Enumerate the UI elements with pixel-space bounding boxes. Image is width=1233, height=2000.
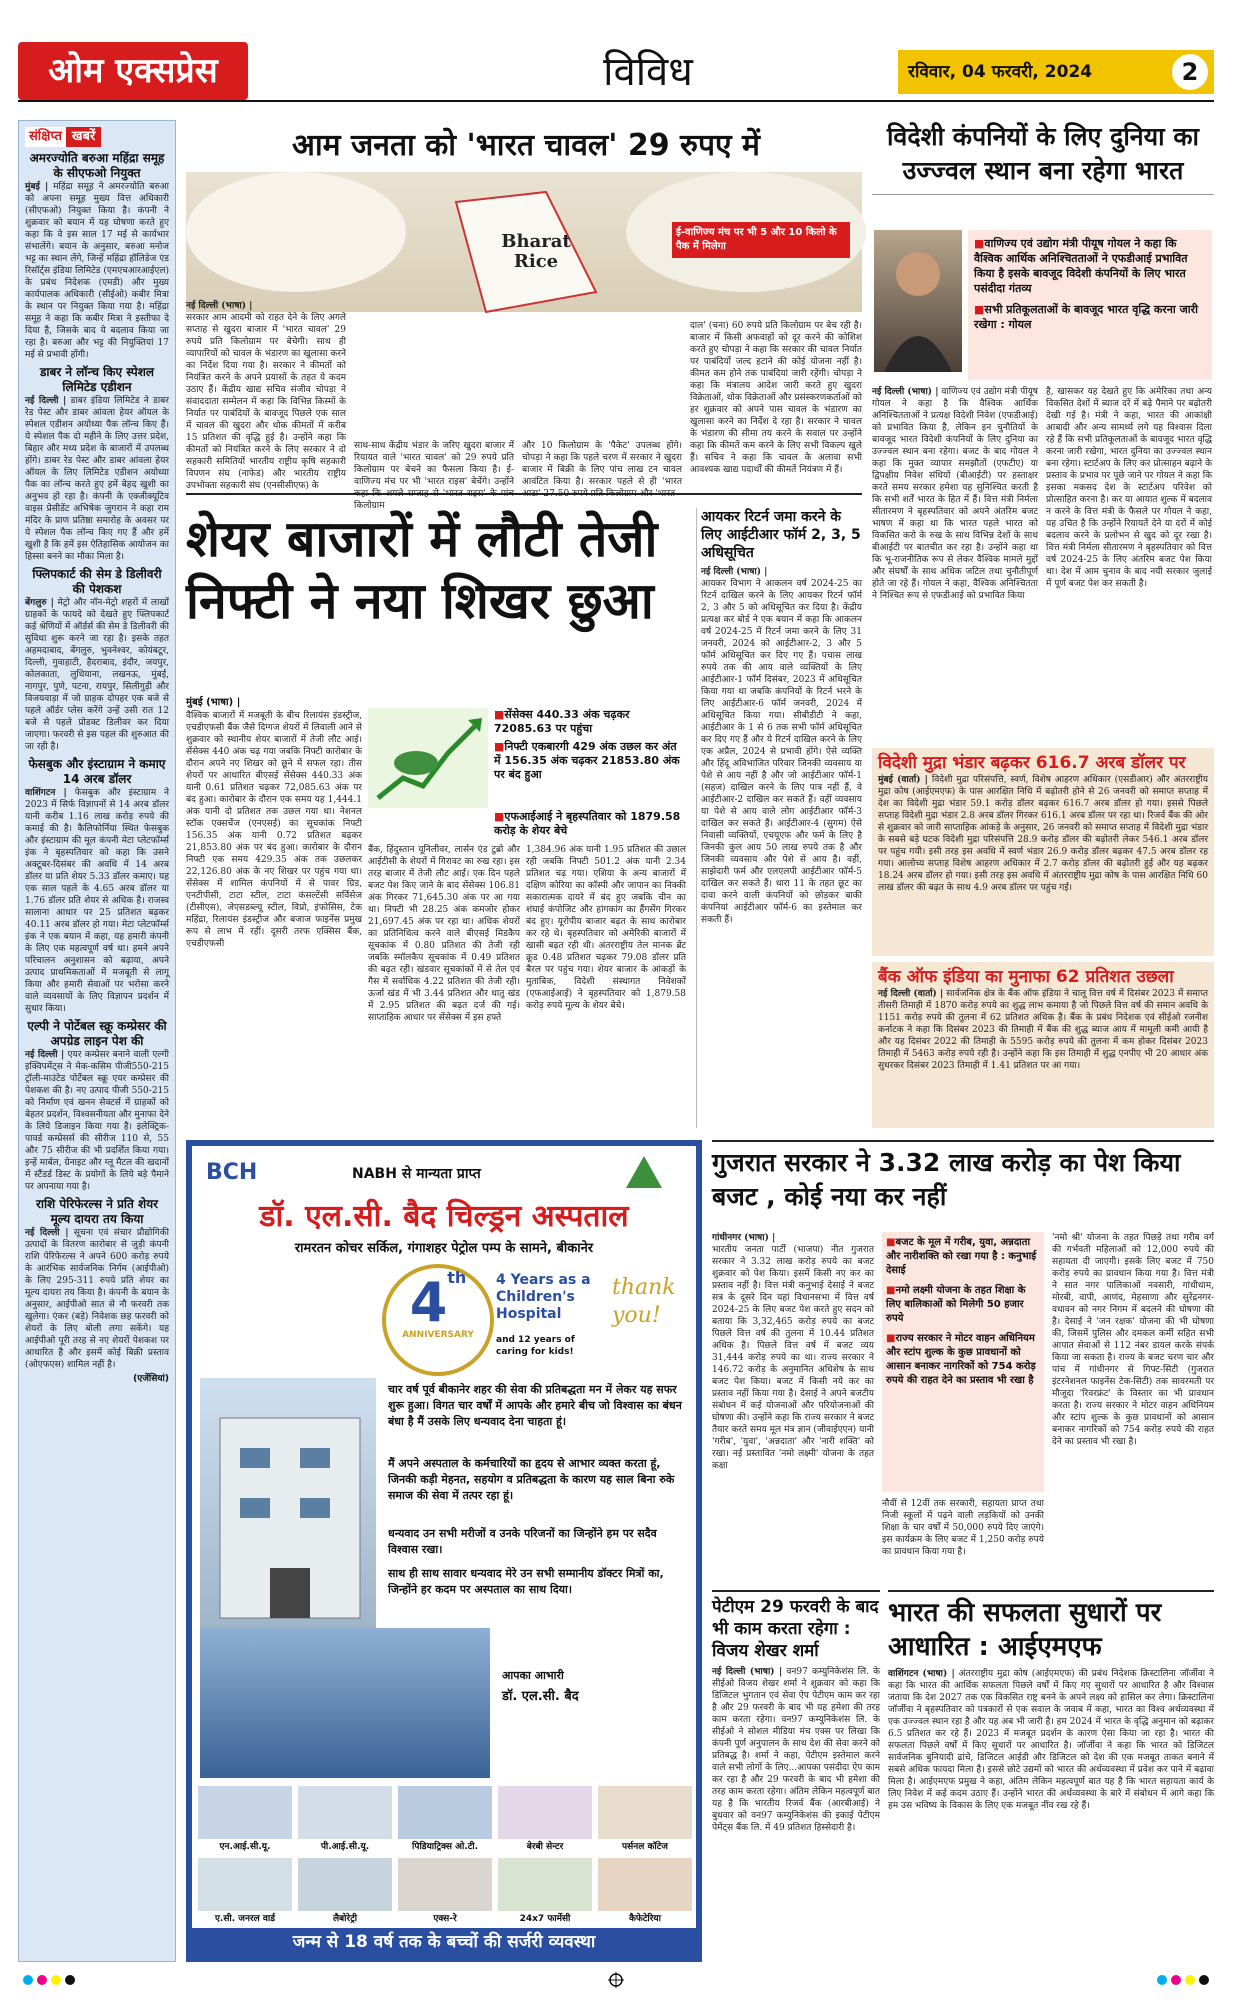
ad-thank-you: thank you!	[612, 1275, 676, 1328]
share-col3: 1,384.96 अंक यानी 1.95 प्रतिशत की उछाल रही जबकि निफ्टी 501.2 अंक यानी 2.34 प्रतिशत चढ़ गया। एशिया के अन्य बाजारों में दक्षिण कोरिया का कॉस्पी और जापान का निक्की सकारात्मक दायरे में बंद हुए जबकि चीन का शंघाई कंपोजिट और हांगकांग का हैंगसेंग गिरकर बंद हुए। यूरोपीय बाजार बढ़त के साथ कारोबार कर रहे थे। बृहस्पतिवार को अमेरिकी बाजारों में खासी बढ़त रही थी। अंतरराष्ट्रीय तेल मानक ब्रेंट क्रूड 0.48 प्रतिशत चढ़कर 79.08 डॉलर प्रति बैरल पर पहुंच गया। शेयर बाजार के आंकड़ों के मुताबिक, विदेशी संस्थागत निवेशकों (एफआईआई) ने बृहस्पतिवार को 1,879.58 करोड़ रुपये मूल्य के शेयर बेचे।	[526, 845, 686, 1011]
hospital-address: रामरतन कोचर सर्किल, गंगाशहर पेट्रोल पम्प के सामने, बीकानेर	[294, 1241, 594, 1256]
rice-redbox: ई-वाणिज्य मंच पर भी 5 और 10 किलो के पैक में मिलेगा	[672, 222, 850, 258]
brief-credit: (एजेंसियां)	[133, 1374, 169, 1384]
facility-tile	[198, 1786, 292, 1852]
gujarat-col2: नौवीं से 12वीं तक सरकारी, सहायता प्राप्त तथा निजी स्कूलों में पढ़ने वाली लड़कियों को उनकी शिक्षा के चार वर्षों में 50,000 रुपये दिए जाएंगे। इस कार्यक्रम के लिए बजट में 1,250 करोड़ रुपये का प्रावधान किया गया है।	[882, 1499, 1044, 1557]
nabh-badge-icon	[626, 1156, 662, 1188]
facility-tile	[398, 1786, 492, 1852]
news-brief-sidebar	[18, 120, 176, 1962]
ad-tagline-bold: 4 Years as a Children's Hospital	[496, 1272, 591, 1322]
brief-item	[19, 1019, 175, 1197]
foreign-bullet2: ■ सभी प्रतिकूलताओं के बावजूद भारत वृद्धि करना जारी रखेगा : गोयल	[974, 302, 1206, 332]
itr-text	[701, 566, 862, 1106]
facility-label: ए.सी. जनरल वार्ड	[198, 1911, 292, 1924]
paper-name-block	[18, 42, 248, 100]
boi-body: सार्वजनिक क्षेत्र के बैंक ऑफ इंडिया ने चालू वित्त वर्ष में दिसंबर 2023 में समाप्त तीसरी तिमाही में 1870 करोड़ रुपये का शुद्ध लाभ कमाया है जो पिछले वित्त वर्ष की समान अवधि के 1151 करोड़ रुपये की तुलना में 62 प्रतिशत अधिक है। बैंक के प्रबंध निदेशक एवं सीईओ रजनीश कर्नाटक ने कहा कि दिसंबर 2023 की तिमाही में बैंक की शुद्ध ब्याज आय में मामूली कमी आयी है और यह दिसंबर 2022 की तिमाही के 5595 करोड़ रुपये की तुलना में कम होकर दिसंबर 2023 तिमाही में 5463 करोड़ रुपये रही है। उन्होंने कहा कि इस तिमाही में शुद्ध एनपीए भी 20 आधार अंक सुधरकर दिसंबर 2023 तिमाही में 1.41 प्रतिशत पर आ गया।	[878, 989, 1208, 1071]
share-bullet: ■ निफ्टी एकबारगी 429 अंक उछल कर अंत में 156.35 अंक चढ़कर 21853.80 अंक पर बंद हुआ	[494, 740, 686, 782]
brief-title: राशि पेरिफेरल्स ने प्रति शेयर मूल्य दायरा तय किया	[35, 1197, 159, 1226]
person-icon	[874, 230, 962, 372]
share-headline-line1: शेयर बाजारों में लौटी तेजी	[186, 510, 658, 568]
imf-story	[888, 1590, 1214, 1962]
imf-text	[888, 1668, 1214, 1948]
facility-label: कैफेटेरिया	[598, 1911, 692, 1924]
bull-chart-image	[368, 708, 488, 808]
share-col2: बैंक, हिंदुस्तान यूनिलीवर, लार्सन एंड टुब्रो और आईटीसी के शेयरों में गिरावट का रुख रहा। इस तरह बाजार में तेजी लौट आई। एक दिन पहले बजट पेश किए जाने के बाद सेंसेक्स 106.81 अंक गिरकर 71,645.30 अंक पर आ गया था। निफ्टी भी 28.25 अंक कमजोर होकर 21,697.45 अंक पर रहा था। अधिक शेयरों का प्रतिनिधित्व करने वाले बीएसई मिडकैप सूचकांक में 0.80 प्रतिशत की तेजी रही जबकि स्मॉलकैप सूचकांक में 0.49 प्रतिशत की बढ़त रही। खंडवार सूचकांकों में से तेल एवं गैस में सर्वाधिक 4.22 प्रतिशत की तेजी रही। ऊर्जा खंड में भी 3.44 प्रतिशत और धातु खंड में 2.95 प्रतिशत की बढ़त दर्ज की गई। साप्ताहिक आधार पर सेंसेक्स में इस हफ्ते	[368, 845, 520, 1023]
brief-title: फ्लिपकार्ट की सेम डे डिलीवरी की पेशकश	[32, 567, 162, 596]
gujarat-col1-text: भारतीय जनता पार्टी (भाजपा) नीत गुजरात सरकार ने 3.32 लाख करोड़ रुपये का बजट शुक्रवार को पेश किया। इसमें किसी नए कर का प्रस्ताव नहीं है। वित्त मंत्री कनुभाई देसाई ने बजट सत्र के दूसरे दिन यहां विधानसभा में वित्त वर्ष 2024-25 के लिए बजट पेश करते हुए सदन को बताया कि 3,32,465 करोड़ रुपये का बजट पिछले वित्त वर्ष की तुलना में 10.44 प्रतिशत अधिक है। पिछले वित्त वर्ष में बजट व्यय 31,444 करोड़ रुपये का था। राज्य सरकार ने 146.72 करोड़ के अनुमानित अधिशेष के साथ बजट पेश किया। बजट में किसी नये कर का प्रस्ताव नहीं किया गया है। देसाई ने अपने बजटीय संबोधन में कई योजनाओं और परियोजनाओं की घोषणा की। उन्होंने कहा कि राज्य सरकार ने बजट तैयार करते समय मूल मंत्र ज्ञान (जीवाईएएन) यानी 'गरीब', 'युवा', 'अन्नदाता' और 'नारी शक्ति' को रखा। नई प्रस्तावित 'नमो लक्ष्मी' योजना के तहत कक्षा	[712, 1245, 874, 1471]
imf-body: अंतरराष्ट्रीय मुद्रा कोष (आईएमएफ) की प्रबंध निदेशक क्रिस्टालिना जॉर्जीवा ने कहा कि भारत की आर्थिक सफलता पिछले वर्षों में किए गए सुधारों पर आधारित है और विश्वास जताया कि देश 2027 तक एक विकसित राष्ट्र बनने के अपने लक्ष्य को हासिल कर लेगा। क्रिस्टालिना जॉर्जीवा ने बृहस्पतिवार को पत्रकारों से एक सवाल के जवाब में कहा, भारत का विश्व अर्थव्यवस्था में एक उज्ज्वल स्थान रहा है और यह अब भी जारी है। हम 2024 में भारत के वृद्धि अनुमान को बढ़ाकर 6.5 प्रतिशत कर रहे हैं। 2023 में मजबूत प्रदर्शन के कारण ऐसा किया जा रहा है। भारत की सफलता पिछले वर्षों में किए सुधारों पर आधारित है। जॉर्जीवा ने कहा कि भारत को डिजिटल सार्वजनिक बुनियादी ढांचे, डिजिटल आईडी और डिजिटल को देश की एक मजबूत ताकत बनाने में सबसे अधिक फायदा मिला है। इससे छोटे उद्यमों को भारत की अर्थव्यवस्था में प्रवेश कर पाने में बढ़ावा मिला है। आईएमएफ प्रमुख ने कहा, अंतिम लेकिन महत्वपूर्ण बात यह है कि भारत सहायता कार्य के लिए निवेश में कई कदम उठाए हैं। उन्होंने भारत की अर्थव्यवस्था के बारे में संबोधन में आगे कहा कि हम उस भविष्य के विकास के लिए एक मजबूत नींव रख रहे हैं।	[888, 1669, 1214, 1811]
bull-icon	[368, 708, 488, 808]
facility-label: एक्स-रे	[398, 1911, 492, 1924]
facility-tile	[498, 1858, 592, 1924]
forex-body: विदेशी मुद्रा परिसंपत्ति, स्वर्ण, विशेष आहरण अधिकार (एसडीआर) और अंतरराष्ट्रीय मुद्रा कोष (आईएमएफ) के पास आरक्षित निधि में बढ़ोतरी होने से 26 जनवरी को समाप्त सप्ताह में देश का विदेशी मुद्रा भंडार 59.1 करोड़ डॉलर बढ़कर 616.7 अरब डॉलर हो गया। इससे पिछले सप्ताह विदेशी मुद्रा भंडार 2.8 अरब डॉलर गिरकर 616.1 अरब डॉलर पर रहा था। रिजर्व बैंक की ओर से शुक्रवार को जारी साप्ताहिक आंकड़े के अनुसार, 26 जनवरी को समाप्त सप्ताह में विदेशी मुद्रा भंडार के सबसे बड़े घटक विदेशी मुद्रा परिसंपत्ति 28.9 करोड़ डॉलर की बढ़ोतरी लेकर 546.1 अरब डॉलर पर पहुंच गयी। इसी तरह इस अवधि में स्वर्ण भंडार 26.9 करोड़ डॉलर बढ़कर 47.5 अरब डॉलर रह गया। आलोच्य सप्ताह विशेष आहरण अधिकार में 2.7 करोड़ डॉलर की बढ़ोतरी हुई और यह बढ़कर 18.24 अरब डॉलर हो गया। इसी तरह इस अवधि में अंतरराष्ट्रीय मुद्रा कोष के पास आरक्षित निधि 60 लाख डॉलर की बढ़त के साथ 4.9 अरब डॉलर पर पहुंच गई।	[878, 775, 1208, 893]
facility-tile	[598, 1858, 692, 1924]
ad-footer-band	[192, 1928, 696, 1956]
itr-body: आयकर विभाग ने आकलन वर्ष 2024-25 का रिटर्न दाखिल करने के लिए आयकर रिटर्न फॉर्म 2, 3 और 5 को अधिसूचित कर दिया है। केंद्रीय प्रत्यक्ष कर बोर्ड ने एक बयान में कहा कि आकलन वर्ष 2024-25 में रिटर्न जमा करने के लिए 31 जनवरी, 2024 को आईटीआर-2, 3 और 5 फॉर्म अधिसूचित कर दिए गए हैं। पचास लाख रुपये तक की आय वाले व्यक्तियों के लिए आईटीआर-1 फॉर्म दिसंबर, 2023 में अधिसूचित किया गया था जबकि कंपनियों के रिटर्न भरने के लिए आईटीआर-6 फॉर्म जनवरी, 2024 में अधिसूचित किया गया। सीबीडीटी ने कहा, आईटीआर के 1 से 6 तक सभी फॉर्म अधिसूचित कर दिए गए हैं और ये रिटर्न दाखिल करने के लिए एक अप्रैल, 2024 से प्रभावी होंगे। ऐसे व्यक्ति और हिंदू अविभाजित परिवार जिनकी व्यवसाय या पेशे से आय नहीं है और जो आईटीआर फॉर्म-1 (सहज) दाखिल करने के लिए पात्र नहीं हैं, वे आईटीआर-2 दाखिल कर सकते हैं। वहीं व्यवसाय या पेशे से आय वाले लोग आईटीआर फॉर्म-3 दाखिल कर सकते हैं। आईटीआर-4 (सुगम) ऐसे निवासी व्यक्तियों, एचयूएफ और फर्म के लिए है जिनकी कुल आय 50 लाख रुपये तक है और जिनकी व्यवसाय और पेशे से आय है। वहीं, साझेदारी फर्म और एलएलपी आईटीआर फॉर्म-5 दाखिल कर सकते हैं। धारा 11 के तहत छूट का दावा करने वाली कंपनियों को छोड़कर बाकी कंपनियां आईटीआर फॉर्म-6 का इस्तेमाल कर सकती हैं।	[701, 579, 862, 925]
foreign-col1-text: वाणिज्य एवं उद्योग मंत्री पीयूष गोयल ने कहा है कि वैश्विक आर्थिक अनिश्चितताओं ने प्रत्यक्ष विदेशी निवेश (एफडीआई) को प्रभावित किया है, लेकिन इन चुनौतियों के बावजूद भारत विदेशी कंपनियों के लिए दुनिया का उज्ज्वल स्थान बना रहेगा। बजट के बाद गोयल ने कहा कि मुक्त व्यापार समझौतों (एफटीए) या द्विपक्षीय निवेश संधियों (बीआईटी) पर हस्ताक्षर करते समय सरकार हमेशा यह सुनिश्चित करती है कि सभी शर्तें भारत के हित में हैं। वित्त मंत्री निर्मला सीतारमण ने बृहस्पतिवार को अपने अंतरिम बजट भाषण में कहा था कि भारत पहले भारत को विकसित करो के रुख के साथ विभिन्न देशों के साथ बीआईटी पर बातचीत कर रहा है। उन्होंने कहा था कि भू-राजनीतिक रूप से लेकर वैश्विक मामले मुद्दों और संघर्षों के साथ अधिक जटिल तथा चुनौतीपूर्ण होते जा रहे हैं। गोयल ने कहा, वैश्विक अनिश्चितता ने निश्चित रूप से एफडीआई को प्रभावित किया	[872, 387, 1038, 601]
brief-item	[19, 365, 175, 567]
ad-logo: BCH	[206, 1160, 258, 1185]
anniversary-suffix: th	[447, 1268, 467, 1287]
brief-body: एयर कम्प्रेसर बनाने वाली एल्गी इक्विपमेंट्स ने मेक-कसिम पीजी550-215 ट्रॉली-माउंटेड पोर्टेबल स्क्रू एयर कम्प्रेसर की पेशकश की है। नए उत्पाद पीजी 550-215 को निर्माण एवं खनन सेक्टर्स में ग्राहकों को बेहतर प्रदर्शन, विश्वसनीयता और मुनाफा देने के लिये डिजाइन किया गया है। इलेक्ट्रिक-पावर्ड कम्प्रेसर्स की सीरीज 110 से, 55 और 75 सीरीज की भी प्रदर्शित किया गया। इन्हें मार्बल, ग्रेनाइट और ग्लू मैटल की खदानों में स्टैंडर्ड डिस्ट के प्रयोगों के लिये बड़े पैमाने पर अपनाया गया है।	[25, 1050, 169, 1192]
rice-col1-text: सरकार आम आदमी को राहत देने के लिए अगले सप्ताह से खुदरा बाजार में 'भारत चावल' 29 रुपये प्रति किलोग्राम पर बेचेगी। साथ ही व्यापारियों को चावल के भंडारण का खुलासा करने का निर्देश दिया गया है। सरकार ने कीमतों को नियंत्रित करने के अपने प्रयासों के तहत ये कदम उठाए हैं। केंद्रीय खाद्य सचिव संजीव चोपड़ा ने संवाददाता सम्मेलन में कहा कि विभिन्न किस्मों के निर्यात पर पाबंदियों के बावजूद पिछले एक साल में चावल की खुदरा और थोक कीमतों में करीब 15 प्रतिशत की वृद्धि हुई है। उन्होंने कहा कि कीमतों को नियंत्रित करने के लिए सरकार ने दो सहकारी समितियों भारतीय राष्ट्रीय कृषि सहकारी विपणन संघ (नाफेड) और भारतीय राष्ट्रीय उपभोक्ता सहकारी संघ (एनसीसीएफ) के	[186, 313, 346, 491]
itr-story	[696, 508, 862, 1128]
gujarat-bullet: ■ नमो लक्ष्मी योजना के तहत शिक्षा के लिए बालिकाओं को मिलेगी 50 हजार रुपये	[886, 1284, 1040, 1326]
brief-text	[25, 1227, 169, 1371]
facility-label: बेरबी सेन्टर	[498, 1839, 592, 1852]
facility-grid	[198, 1786, 692, 1924]
forex-story	[872, 748, 1214, 956]
ad-tagline-small: and 12 years of caring for kids!	[496, 1335, 575, 1357]
brief-body: फेसबुक और इंस्टाग्राम ने 2023 में सिर्फ विज्ञापनों से 14 अरब डॉलर यानी करीब 1.16 लाख करोड़ रुपये की कमाई की है। कैलिफोर्निया स्थित फेसबुक और इंस्टाग्राम की मूल कंपनी मेटा प्लेटफॉर्म्स इंक ने बृहस्पतिवार को कहा कि उसने अक्टूबर-दिसंबर की अवधि में 14 अरब डॉलर या प्रति शेयर 5.33 डॉलर कमाए। यह एक साल पहले के 4.65 अरब डॉलर या 1.76 डॉलर प्रति शेयर से अधिक है। राजस्व सालाना आधार पर 25 प्रतिशत बढ़कर 40.11 अरब डॉलर हो गया। मेटा प्लेटफॉर्म्स इंक ने एक बयान में कहा, यह हमारी कंपनी के लिए एक महत्वपूर्ण वर्ष था। हमने अपने परिचालन अनुशासन को बढ़ाया, अपने उत्पाद प्राथमिकताओं में मजबूती से लागू किया और हमारी सेवाओं पर भरोसा करने वाले व्यवसायों के लिए विज्ञापन प्रदर्शन में सुधार किया।	[25, 788, 169, 1014]
foreign-dateline: नई दिल्ली (भाषा) |	[872, 387, 939, 397]
gujarat-headline: गुजरात सरकार ने 3.32 लाख करोड़ का पेश किया बजट , कोई नया कर नहीं	[712, 1148, 1181, 1211]
paytm-headline: पेटीएम 29 फरवरी के बाद भी काम करता रहेगा : विजय शेखर शर्मा	[712, 1597, 879, 1661]
brief-text	[25, 787, 169, 1015]
forex-text	[878, 774, 1208, 946]
date-bar	[898, 50, 1214, 94]
gujarat-dateline: गांधीनगर (भाषा) |	[712, 1233, 776, 1243]
itr-dateline: नई दिल्ली (भाषा) |	[701, 567, 768, 577]
ad-message-4: साथ ही साथ सावार धन्यवाद मेरे उन सभी सम्मानीय डॉक्टर मित्रों का, जिन्होंने हर कदम पर अस्पताल का साथ दिया।	[388, 1567, 664, 1596]
share-bullet: ■ एफआईआई ने बृहस्पतिवार को 1879.58 करोड़ के शेयर बेचे	[494, 810, 686, 838]
gujarat-bullet: ■ राज्य सरकार ने मोटर वाहन अधिनियम और स्टांप शुल्क के कुछ प्रावधानों को आसान बनाकर नागरिकों को 754 करोड़ रुपये की राहत देने का प्रस्ताव भी रखा है	[886, 1332, 1040, 1388]
brief-body: डाबर इंडिया लिमिटेड ने डाबर रेड पेस्ट और डाबर आंवला हेयर ऑयल के स्पेशल एडीशन अयोध्या पैक लॉन्च किए हैं। ये स्पेशल पैक दो महीने के लिए उत्तर प्रदेश, बिहार और मध्य प्रदेश के बाजारों में उपलब्ध होंगे। डाबर रेड पेस्ट और डाबर आंवला हेयर ऑयल के लिए लिमिटेड एडीशन अयोध्या पैक का लॉन्च करते हुए हमें बेहद खुशी का अनुभव हो रहा है। कंपनी के एक्जीक्यूटिव वाइस प्रेसीडेंट अभिषेक जुगरान ने कहा राम मंदिर के प्राण प्रतिष्ठा समारोह के अवसर पर ये स्पेशल पैक लॉन्च किए गए हैं और हमें खुशी है कि हमें इस ऐतिहासिक आयोजन का हिस्सा बनने का मौका मिला है।	[25, 396, 169, 562]
anniversary-word: ANNIVERSARY	[402, 1330, 474, 1340]
facility-tile	[298, 1858, 392, 1924]
ad-sign-line2: डॉ. एल.सी. बैद	[502, 1689, 579, 1704]
print-registration-marks	[18, 1972, 1214, 1988]
brief-dateline: वाशिंगटन |	[25, 788, 67, 798]
gujarat-col3: 'नमो श्री' योजना के तहत पिछड़े तथा गरीब वर्ग की गर्भवती महिलाओं को 12,000 रुपये की सहायता दी जाएगी। इसके लिए बजट में 750 करोड़ रुपये का प्रावधान किया गया है। वित्त मंत्री ने सात नगर पालिकाओं नवसारी, गांधीधाम, मोरबी, वापी, आणंद, मेहसाणा और सुरेंद्रनगर-वधावन को नगर निगम में बदलने की घोषणा की है। देसाई ने 'जन रक्षक' योजना की भी घोषणा की, जिसमें पुलिस और दमकल कर्मी सहित सभी आपात सेवाओं से 112 नंबर डायल करके संपर्क किया जा सकता है। राज्य के बजट चरण चार और पांच में गांधीनगर से गिफ्ट-सिटी (गुजरात इंटरनेशनल फाइनेंस टेक-सिटी) तक सावरमती पर मौजूदा 'रिवरफ्रंट' के विस्तार का भी प्रावधान करता है। राज्य सरकार ने मोटर वाहन अधिनियम और स्टांप शुल्क के कुछ प्रावधानों को आसान बनाकर नागरिकों को 754 करोड़ रुपये की राहत देने का प्रस्ताव भी रखा है।	[1052, 1233, 1214, 1447]
gujarat-bullet: ■ बजट के मूल में गरीब, युवा, अन्नदाता और नारीशक्ति को रखा गया है : कनुभाई देसाई	[886, 1236, 1040, 1278]
facility-label: 24x7 फार्मेसी	[498, 1911, 592, 1924]
sidebar-header-a: संक्षिप्त	[25, 127, 66, 147]
brief-text	[25, 1049, 169, 1193]
gujarat-bullet-box	[882, 1232, 1044, 1492]
ad-sign-line1: आपका आभारी	[502, 1669, 564, 1682]
hospital-name: डॉ. एल.सी. बैद चिल्ड्रन अस्पताल	[259, 1199, 629, 1234]
boi-story	[872, 962, 1214, 1128]
anniversary-badge	[382, 1264, 494, 1376]
rice-col3: और 10 किलोग्राम के 'पैकेट' उपलब्ध होंगे। चोपड़ा ने कहा कि पहले चरण में सरकार ने खुदरा बाजार में बिक्री के लिए पांच लाख टन चावल आवंटित किया है। सरकार पहले से ही 'भारत आटा' 27.50 रुपये प्रति किलोग्राम और 'भारत	[522, 441, 682, 499]
brief-item	[19, 1197, 175, 1388]
rice-sack-label: Bharat Rice	[501, 231, 571, 272]
rice-col4: दाल' (चना) 60 रुपये प्रति किलोग्राम पर बेच रही है। बाजार में किसी अफवाहों को दूर करने की कोशिश करते हुए चोपड़ा ने कहा कि सरकार की चावल निर्यात पर पाबंदियों जल्द हटाने की कोई योजना नहीं है। कीमत कम होने तक पाबंदियां जारी रहेंगी। चोपड़ा ने कहा कि मंत्रालय आदेश जारी करते हुए खुदरा विक्रेताओं, थोक विक्रेताओं और प्रसंस्करणकर्ताओं को हर शुक्रवार को अपने पास चावल के भंडारण का खुलासा करने का निर्देश दे रहा है। सरकार ने चावल के भंडारण की सीमा तय करने के सवाल पर उन्होंने कहा कि कीमतें कम करने के लिए सभी विकल्प खुले हैं। सचिव ने कहा कि चावल के अलावा सभी आवश्यक खाद्य पदार्थों की कीमतें नियंत्रण में हैं।	[690, 321, 862, 475]
gujarat-story	[712, 1140, 1214, 1580]
brief-body: महिंद्रा समूह ने अमरज्योति बरुआ को अपना समूह मुख्य वित्त अधिकारी (सीएफओ) नियुक्त किया है। कंपनी ने शुक्रवार को बयान में यह घोषणा करते हुए कहा कि वे इस साल 17 मई से कार्यभार संभालेंगे। बयान के अनुसार, बरुआ मनोज भट्ट का स्थान लेंगे, जिन्हें महिंद्रा हॉलिडेज एंड रिसॉर्ट्स इंडिया लिमिटेड (एमएचआरआईएल) के प्रबंध निदेशक (एमडी) और मुख्य कार्यपालक अधिकारी (सीईओ) कबीर मित्रा के स्थान पर नियुक्त किया गया है। महिंद्रा समूह ने कहा कि कबीर मित्रा ने इस्तीफा दे दिया है, जिसके बाद ये बदलाव किया जा रहा है। बरुआ और भट्ट की नियुक्तियां 17 मई से प्रभावी होंगी।	[25, 182, 169, 360]
paytm-text	[712, 1666, 880, 1936]
building-icon	[200, 1378, 376, 1628]
minister-photo	[874, 230, 962, 372]
section-name: विविध	[603, 49, 693, 95]
foreign-story	[872, 120, 1214, 740]
rice-col1	[186, 300, 346, 490]
sidebar-header	[25, 125, 169, 145]
paper-name: ओम एक्सप्रेस	[48, 51, 218, 91]
foreign-bullet1: ■ वाणिज्य एवं उद्योग मंत्री पीयूष गोयल ने कहा कि वैश्विक आर्थिक अनिश्चितताओं ने एफडीआई प्रभावित किया है इसके बावजूद विदेशी कंपनियों के लिए भारत पसंदीदा गंतव्य	[974, 236, 1206, 296]
brief-text	[25, 597, 169, 753]
share-dateline: मुंबई (भाषा) |	[186, 697, 241, 708]
facility-tile	[198, 1858, 292, 1924]
facility-label: एन.आई.सी.यू.	[198, 1839, 292, 1852]
brief-item	[19, 151, 175, 365]
brief-title: अमरज्योति बरुआ महिंद्रा समूह के सीएफओ नियुक्त	[29, 151, 165, 180]
forex-headline: विदेशी मुद्रा भंडार बढ़कर 616.7 अरब डॉलर पर	[878, 753, 1186, 773]
masthead	[18, 42, 1214, 102]
brief-text	[25, 395, 169, 563]
rice-dateline: नई दिल्ली (भाषा) |	[186, 301, 253, 311]
share-bullet-box	[494, 708, 686, 808]
brief-dateline: नई दिल्ली |	[25, 1228, 69, 1238]
brief-dateline: नई दिल्ली |	[25, 396, 67, 406]
forex-dateline: मुंबई (वार्ता) |	[878, 775, 928, 785]
share-col1: वैश्विक बाजारों में मजबूती के बीच रिलायंस इंडस्ट्रीज, एचडीएफसी बैंक जैसे दिग्गज शेयरों में लिवाली आने से शुक्रवार को स्थानीय शेयर बाजारों में तेजी लौट आई। सेंसेक्स 440 अंक चढ़ गया जबकि निफ्टी कारोबार के दौरान अपने नए शिखर को छूने में सफल रहा। तीस शेयरों पर आधारित बीएसई सेंसेक्स 440.33 अंक यानी 0.61 प्रतिशत चढ़कर 72,085.63 अंक पर बंद हुआ। कारोबार के दौरान एक समय यह 1,444.1 अंक यानी दो प्रतिशत तक उछल गया था। नेशनल स्टॉक एक्सचेंज (एनएसई) का सूचकांक निफ्टी 156.35 अंक यानी 0.72 प्रतिशत बढ़कर 21,853.80 अंक पर बंद हुआ। कारोबार के दौरान निफ्टी एक समय 429.35 अंक तक उछलकर 22,126.80 अंक के नए शिखर पर पहुंच गया था। सेंसेक्स में शामिल कंपनियों में से पावर ग्रिड, एनटीपीसी, टाटा स्टील, टाटा कंसल्टेंसी सर्विसेज (टीसीएस), जेएसडब्ल्यू स्टील, विप्रो, इंफोसिस, टेक महिंद्रा, रिलायंस इंडस्ट्रीज और बजाज फाइनेंस प्रमुख रूप से लाभ में रहीं। दूसरी तरफ एक्सिस बैंक, एचडीएफसी	[186, 711, 362, 949]
share-story	[186, 508, 686, 1128]
facility-label: पिडियाट्रिक्स ओ.टी.	[398, 1839, 492, 1852]
foreign-headline: विदेशी कंपनियों के लिए दुनिया का उज्ज्वल स्थान बना रहेगा भारत	[872, 120, 1214, 195]
brief-title: एल्पी ने पोर्टेबल स्क्रू कम्प्रेसर की अपग्रेड लाइन पेश की	[27, 1019, 167, 1048]
paytm-body: वन97 कम्युनिकेशंस लि. के सीईओ विजय शेखर शर्मा ने शुक्रवार को कहा कि डिजिटल भुगतान एवं सेवा ऐप पेटीएम काम कर रहा है और 29 फरवरी के बाद भी यह हमेशा की तरह काम करता रहेगा। वन97 कम्युनिकेशंस लि. के सीईओ ने सोशल मीडिया मंच एक्स पर लिखा कि कंपनी पूर्ण अनुपालन के साथ देश की सेवा करने को प्रतिबद्ध है। शर्मा ने कहा, पेटीएम इस्तेमाल करने वाले सभी लोगों के लिए...आपका पसंदीदा ऐप काम कर रहा है और 29 फरवरी के बाद भी हमेशा की तरह काम करता रहेगा। अंतिम लेकिन महत्वपूर्ण बात यह है कि भारतीय रिजर्व बैंक (आरबीआई) ने बुधवार को वन97 कम्युनिकेशंस की इकाई पेटीएम पेमेंट्स बैंक लि. में 49 प्रतिशत हिस्सेदारी है।	[712, 1667, 880, 1833]
gujarat-col1	[712, 1232, 874, 1582]
rice-story	[186, 120, 862, 511]
facility-tile	[398, 1858, 492, 1924]
boi-headline: बैंक ऑफ इंडिया का मुनाफा 62 प्रतिशत उछला	[878, 967, 1174, 987]
ad-accreditation: NABH से मान्यता प्राप्त	[352, 1166, 481, 1182]
imf-dateline: वाशिंगटन (भाषा) |	[888, 1669, 955, 1679]
brief-dateline: नई दिल्ली |	[25, 1050, 65, 1060]
facility-tile	[498, 1786, 592, 1852]
paytm-story	[712, 1590, 880, 1962]
hospital-ad	[186, 1140, 702, 1962]
boi-text	[878, 988, 1208, 1120]
ad-footer-text: जन्म से 18 वर्ष तक के बच्चों की सर्जरी व्यवस्था	[292, 1932, 596, 1952]
share-bullet: ■ सेंसेक्स 440.33 अंक चढ़कर 72085.63 पर पहुंचा	[494, 708, 686, 736]
anniversary-number: 4	[409, 1271, 448, 1334]
brief-body: मेट्रो और नॉन-मेट्रो शहरों में लाखों ग्राहकों के फायदे को देखते हुए फ्लिपकार्ट कई श्रेणियों में ऑर्डर्स की सेम डे डिलीवरी की सुविधा शुरू करने जा रहा है। इसके तहत अहमदाबाद, बेंगलुरु, भुवनेश्वर, कोयंबटूर, दिल्ली, गुवाहाटी, हैदराबाद, इंदौर, जयपुर, कोलकाता, लुधियाना, लखनऊ, मुंबई, नागपुर, पुणे, पटना, रायपुर, सिलीगुड़ी और विजयवाड़ा में जो ग्राहक दोपहर एक बजे से पहले ऑर्डर प्लेस करेंगे उन्हें उसी रात 12 बजे से पहले प्रोडक्ट डिलीवर कर दिया जाएगा। फरवरी से इस पहल की शुरुआत की जा रही है।	[25, 598, 169, 752]
paytm-dateline: नई दिल्ली (भाषा) |	[712, 1667, 783, 1677]
foreign-col2: है, खासकर यह देखते हुए कि अमेरिका तथा अन्य विकसित देशों में ब्याज दरें में बढ़े पैमाने पर बढ़ोतरी देखी गई है। मंत्री ने कहा, भारत की आकांक्षी आबादी और अन्य सामर्थ्य लगे यह विश्वास दिला रहे हैं कि सभी प्रतिकूलताओं के बावजूद भारत वृद्धि करना जारी रखेगा, भारत दुनिया का उज्ज्वल स्थान बना रहेगा। स्टार्टअप के लिए कर प्रोत्साहन बढ़ाने के प्रस्ताव के प्रभाव पर पूछे जाने पर गोयल ने कहा कि इसका मकसद देश के स्टार्टअप परिवेश को प्रोत्साहित करना है। कर या आयात शुल्क में बदलाव न करने के वित्त मंत्री के फैसले पर गोयल ने कहा, यह उचित है कि उन्होंने रियायतें देने या दरों में कोई बदलाव करने के प्रलोभन से खुद को दूर रखा है। वित्त मंत्री निर्मला सीतारमण ने बृहस्पतिवार को वित्त वर्ष 2024-25 के लिए अंतरिम बजट पेश किया था। देश में आम चुनाव के बाद नयी सरकार जुलाई में पूर्ण बजट पेश कर सकती है।	[1046, 387, 1212, 589]
ad-message-2: मैं अपने अस्पताल के कर्मचारियों का हृदय से आभार व्यक्त करता हूं, जिनकी कड़ी मेहनत, सहयोग व प्रतिबद्धता के कारण यह साल बिना रुके समाज की सेवा में तत्पर रहा हूं।	[388, 1457, 675, 1502]
ad-message-1: चार वर्ष पूर्व बीकानेर शहर की सेवा की प्रतिबद्धता मन में लेकर यह सफर शुरू हुआ। विगत चार वर्षों में आपके और हमारे बीच जो विश्वास का बंधन बंधा है मैं उसके लिए धन्यवाद देना चाहता हूं।	[388, 1383, 682, 1428]
rice-col2: साथ-साथ केंद्रीय भंडार के जरिए खुदरा बाजार में रियायत वाले 'भारत चावल' को 29 रुपये प्रति किलोग्राम पर बेचने का फैसला किया है। ई-वाणिज्य मंच पर भी 'भारत राइस' बेचेंगे। उन्होंने कहा कि अगले सप्ताह से 'भारत राइस' के पांच किलोग्राम	[354, 441, 514, 511]
ad-message-3: धन्यवाद उन सभी मरीजों व उनके परिजनों का जिन्होंने हम पर सदैव विश्वास रखा।	[388, 1527, 657, 1556]
rice-headline: आम जनता को 'भारत चावल' 29 रुपए में	[292, 128, 760, 163]
brief-item	[19, 757, 175, 1019]
sidebar-header-b: खबरें	[66, 127, 101, 147]
brief-text	[25, 181, 169, 361]
ad-building-photo	[200, 1378, 376, 1628]
rice-image	[186, 172, 862, 312]
facility-label: लैबोरेट्री	[298, 1911, 392, 1924]
brief-body: सूचना एवं संचार प्रौद्योगिकी उत्पादों के वितरण कारोबार से जुड़ी कंपनी राशि पेरिफेरल्स ने अपने 600 करोड़ रुपये के आरंभिक सार्वजनिक निर्गम (आईपीओ) के लिए 295-311 रुपये प्रति शेयर का मूल्य दायरा तय किया है। कंपनी के बयान के अनुसार, आईपीओ सात से नौ फरवरी तक खुलेगा। एंकर (बड़े) निवेशक छह फरवरी को शेयरों के लिए बोली लगा सकेंगे। यह आईपीओ पूरी तरह से नए शेयरों पेशकश पर आधारित है और इसमें कोई बिक्री प्रस्ताव (ओएफएस) शामिल नहीं है।	[25, 1228, 169, 1370]
facility-tile	[298, 1786, 392, 1852]
brief-dateline: बेंगलुरु |	[25, 598, 54, 608]
brief-dateline: मुंबई |	[25, 182, 49, 192]
brief-title: डाबर ने लॉन्च किए स्पेशल लिमिटेड एडीशन	[39, 365, 155, 394]
brief-title: फेसबुक और इंस्टाग्राम ने कमाए 14 अरब डॉलर	[28, 757, 166, 786]
page-number: 2	[1172, 54, 1208, 90]
brief-item	[19, 567, 175, 757]
share-headline-line2: निफ्टी ने नया शिखर छुआ	[186, 572, 654, 630]
itr-headline: आयकर रिटर्न जमा करने के लिए आईटीआर फॉर्म 2, 3, 5 अधिसूचित	[701, 509, 861, 561]
facility-label: पी.आई.सी.यू.	[298, 1839, 392, 1852]
foreign-bullet-box	[968, 230, 1212, 380]
foreign-col1	[872, 386, 1038, 736]
facility-label: पर्सनल कॉटेज	[598, 1839, 692, 1852]
imf-headline: भारत की सफलता सुधारों पर आधारित : आईएमएफ	[888, 1598, 1162, 1662]
boi-dateline: नई दिल्ली (वार्ता) |	[878, 989, 944, 999]
facility-tile	[598, 1786, 692, 1852]
issue-date: रविवार, 04 फरवरी, 2024	[908, 62, 1093, 82]
registration-dots-icon	[18, 1972, 1214, 1988]
staff-group-photo	[200, 1628, 490, 1778]
